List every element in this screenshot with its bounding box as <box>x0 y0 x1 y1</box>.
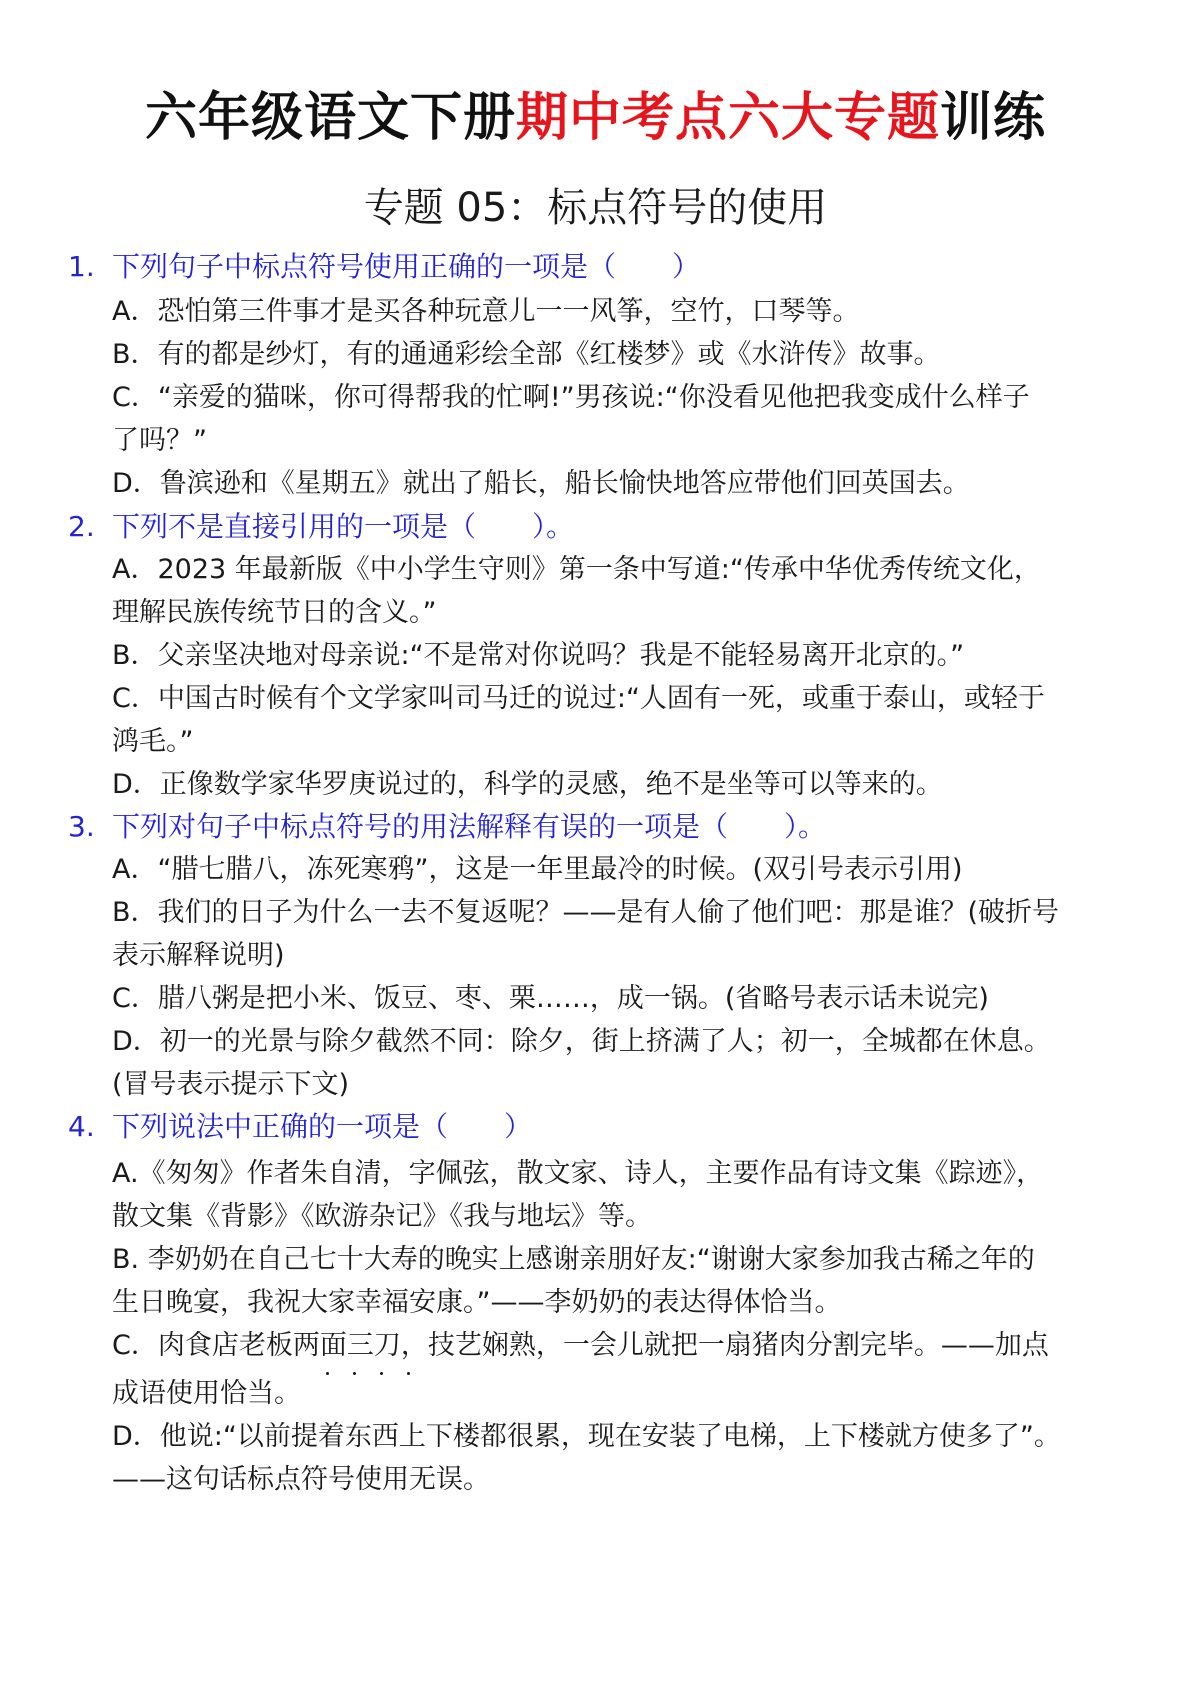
q4-option-a: A.《匆匆》作者朱自清，字佩弦，散文家、诗人，主要作品有诗文集《踪迹》， <box>112 1158 1044 1189</box>
emphasis-dot <box>407 1372 410 1375</box>
q4-option-a-cont: 散文集《背影》《欧游杂记》《我与地坛》等。 <box>112 1201 652 1232</box>
q2-option-b: B．父亲坚决地对母亲说:“不是常对你说吗？我是不能轻易离开北京的。” <box>112 640 965 671</box>
emphasis-dot <box>380 1372 383 1375</box>
q1-option-d: D．鲁滨逊和《星期五》就出了船长，船长愉快地答应带他们回英国去。 <box>112 468 970 499</box>
q2-option-a: A．2023 年最新版《中小学生守则》第一条中写道:“传承中华优秀传统文化， <box>112 554 1041 585</box>
question-number: 4. <box>68 1110 95 1143</box>
q3-option-d-cont: (冒号表示提示下文) <box>112 1069 350 1100</box>
question-3-stem <box>68 810 826 844</box>
q4-option-c-cont: 成语使用恰当。 <box>112 1378 301 1409</box>
topic-subtitle: 专题 05：标点符号的使用 <box>363 185 828 231</box>
q4-option-b: B. 李奶奶在自己七十大寿的晚实上感谢亲朋好友:“谢谢大家参加我古稀之年的 <box>112 1244 1035 1275</box>
q3-option-b: B．我们的日子为什么一去不复返呢？——是有人偷了他们吧：那是谁？(破折号 <box>112 897 1060 928</box>
title-part-highlight: 期中考点六大专题 <box>515 88 940 148</box>
emphasis-dot <box>326 1372 329 1375</box>
q1-option-c: C．“亲爱的猫咪，你可得帮我的忙啊!”男孩说:“你没看见他把我变成什么样子 <box>112 382 1030 413</box>
question-1-stem <box>68 250 700 284</box>
question-2-stem <box>68 510 574 544</box>
q3-option-a: A．“腊七腊八，冻死寒鸦”，这是一年里最冷的时候。(双引号表示引用) <box>112 854 963 885</box>
title-part-training: 训练 <box>940 88 1047 148</box>
question-number: 3. <box>68 810 95 843</box>
q3-option-d: D．初一的光景与除夕截然不同：除夕，街上挤满了人；初一，全城都在休息。 <box>112 1026 1051 1057</box>
q1-option-c-cont: 了吗？” <box>112 425 207 456</box>
q1-option-b: B．有的都是纱灯，有的通通彩绘全部《红楼梦》或《水浒传》故事。 <box>112 339 941 370</box>
question-number: 2. <box>68 510 95 543</box>
question-text: 下列句子中标点符号使用正确的一项是（ ） <box>112 250 701 283</box>
q2-option-d: D．正像数学家华罗庚说过的，科学的灵感，绝不是坐等可以等来的。 <box>112 769 943 800</box>
page-title <box>0 86 1191 150</box>
q2-option-c-cont: 鸿毛。” <box>112 726 194 757</box>
question-text: 下列说法中正确的一项是（ ） <box>112 1110 533 1143</box>
question-number: 1. <box>68 250 95 283</box>
question-4-stem <box>68 1110 532 1144</box>
q3-option-b-cont: 表示解释说明) <box>112 940 285 971</box>
q4-option-b-cont: 生日晚宴，我祝大家幸福安康。”——李奶奶的表达得体恰当。 <box>112 1287 842 1318</box>
title-part-grade: 六年级语文下册 <box>144 88 516 148</box>
question-text: 下列对句子中标点符号的用法解释有误的一项是（ ）。 <box>112 810 827 843</box>
q2-option-a-cont: 理解民族传统节日的含义。” <box>112 597 437 628</box>
q4-option-c: C．肉食店老板两面三刀，技艺娴熟，一会儿就把一扇猪肉分割完毕。——加点 <box>112 1330 1049 1361</box>
emphasis-dot <box>353 1372 356 1375</box>
q4-option-d: D．他说:“以前提着东西上下楼都很累，现在安装了电梯，上下楼就方使多了”。 <box>112 1421 1061 1452</box>
q2-option-c: C．中国古时候有个文学家叫司马迁的说过:“人固有一死，或重于泰山，或轻于 <box>112 683 1045 714</box>
question-text: 下列不是直接引用的一项是（ ）。 <box>112 510 575 543</box>
q3-option-c: C．腊八粥是把小米、饭豆、枣、栗……，成一锅。(省略号表示话未说完) <box>112 983 989 1014</box>
q4-option-d-cont: ——这句话标点符号使用无误。 <box>112 1464 490 1495</box>
q1-option-a: A．恐怕第三件事才是买各种玩意儿一一风筝，空竹，口琴等。 <box>112 296 860 327</box>
